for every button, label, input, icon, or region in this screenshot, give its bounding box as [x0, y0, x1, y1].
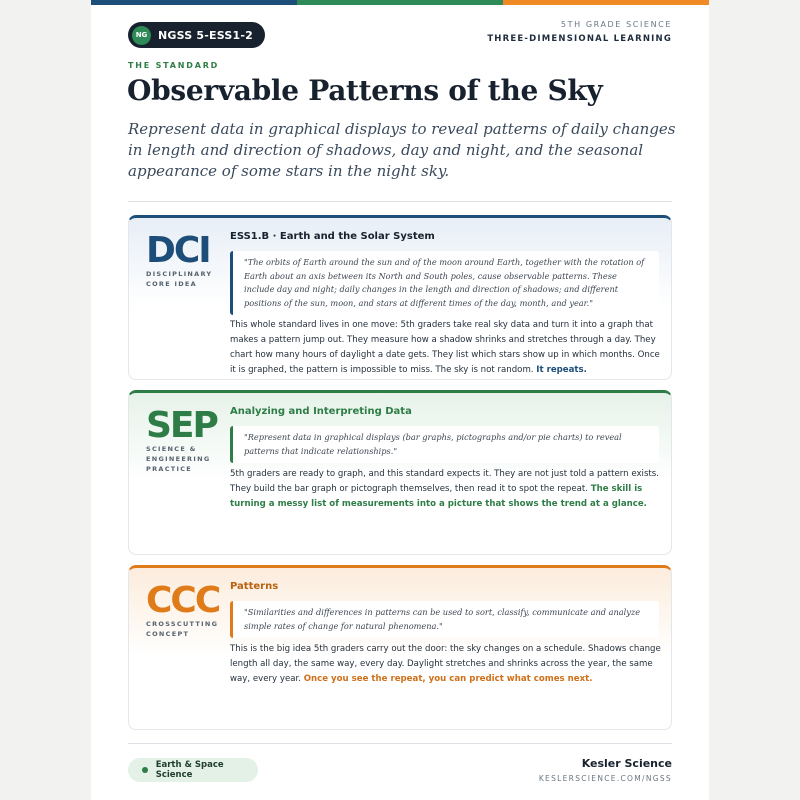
- sep-subtitle: [146, 444, 210, 474]
- ngss-logo-icon: NG: [132, 26, 151, 45]
- subject-tag-label: Earth & Space Science: [155, 760, 224, 780]
- color-bar-orange: [503, 0, 709, 5]
- dci-body: [230, 318, 662, 378]
- sep-subtitle-line1: SCIENCE &: [146, 445, 197, 453]
- footer-divider: [128, 743, 672, 744]
- grade-label: [487, 20, 672, 44]
- ccc-highlight: Once you see the repeat, you can predict what comes next.: [303, 674, 593, 684]
- sep-subtitle-line2: ENGINEERING: [146, 455, 211, 463]
- dci-subtitle-line1: DISCIPLINARY: [146, 270, 213, 278]
- ccc-body-text: This is the big idea 5th graders carry out the door: the sky changes on a schedule. Shadows change length all day, the same way, every day. Daylight stretches and shrinks across the year, the same way, every year.: [230, 644, 661, 684]
- page-title: Observable Patterns of the Sky: [127, 74, 603, 107]
- learning-type: THREE-DIMENSIONAL LEARNING: [487, 34, 672, 44]
- color-bar: [91, 0, 709, 5]
- dci-highlight: It repeats.: [536, 365, 587, 375]
- ccc-subtitle: [146, 619, 218, 639]
- color-bar-blue: [91, 0, 297, 5]
- dci-abbr: DCI: [146, 230, 210, 271]
- dci-body-text: This whole standard lives in one move: 5th graders take real sky data and turn it into a graph that makes a pattern jump out. They measure how a shadow shrinks and stretches through a day. They chart how many hours of daylight a date gets. They list which stars show up in which months. Once it is graphed, the pattern is impossible to miss. The sky is not random.: [230, 320, 660, 375]
- grade-level: 5TH GRADE SCIENCE: [560, 20, 672, 29]
- sep-highlight: The skill is turning a messy list of measurements into a picture that shows the trend at a glance.: [230, 484, 647, 509]
- sep-abbr: SEP: [146, 405, 217, 446]
- standard-page: [91, 0, 709, 800]
- ccc-card: [128, 565, 672, 730]
- dci-heading: ESS1.B · Earth and the Solar System: [230, 231, 435, 242]
- standard-badge: [128, 22, 265, 48]
- section-kicker: THE STANDARD: [128, 61, 220, 70]
- brand-name: Kesler Science: [581, 757, 672, 770]
- dot-icon: [142, 767, 148, 773]
- sep-body: [230, 467, 662, 512]
- ccc-heading: Patterns: [230, 581, 279, 592]
- brand: [539, 757, 672, 783]
- sep-subtitle-line3: PRACTICE: [146, 465, 193, 473]
- sep-heading: Analyzing and Interpreting Data: [230, 406, 412, 417]
- brand-url: KESLERSCIENCE.COM/NGSS: [538, 774, 672, 783]
- ccc-quote: "Similarities and differences in patterns can be used to sort, classify, communicate and analyze simple rates of change for natural phenomena.": [230, 601, 659, 638]
- ccc-subtitle-line1: CROSSCUTTING: [146, 620, 219, 628]
- standard-statement: Represent data in graphical displays to reveal patterns of daily changes in length and direction of shadows, day and night, and the seasonal appearance of some stars in the night sky.: [128, 120, 676, 180]
- dci-card: [128, 215, 672, 380]
- sep-quote: "Represent data in graphical displays (bar graphs, pictographs and/or pie charts) to reveal patterns that indicate relationships.": [230, 426, 659, 463]
- dci-quote: "The orbits of Earth around the sun and of the moon around Earth, together with the rotation of Earth about an axis between its North and South poles, cause observable patterns. These include day and night; daily changes in the length and direction of shadows; and different positions of the sun, moon, and stars at different times of the day, month, and year.": [230, 251, 659, 315]
- ccc-subtitle-line2: CONCEPT: [146, 630, 190, 638]
- sep-card: [128, 390, 672, 555]
- color-bar-green: [297, 0, 503, 5]
- divider: [128, 201, 672, 202]
- sep-body-text: 5th graders are ready to graph, and this standard expects it. They are not just told a pattern exists. They build the bar graph or pictograph themselves, then read it to spot the repeat.: [230, 469, 660, 494]
- subject-tag: [128, 758, 258, 782]
- ccc-body: [230, 642, 662, 687]
- dci-subtitle-line2: CORE IDEA: [146, 280, 197, 288]
- ccc-abbr: CCC: [146, 580, 220, 621]
- dci-subtitle: [146, 269, 212, 289]
- standard-code: NGSS 5-ESS1-2: [158, 28, 253, 42]
